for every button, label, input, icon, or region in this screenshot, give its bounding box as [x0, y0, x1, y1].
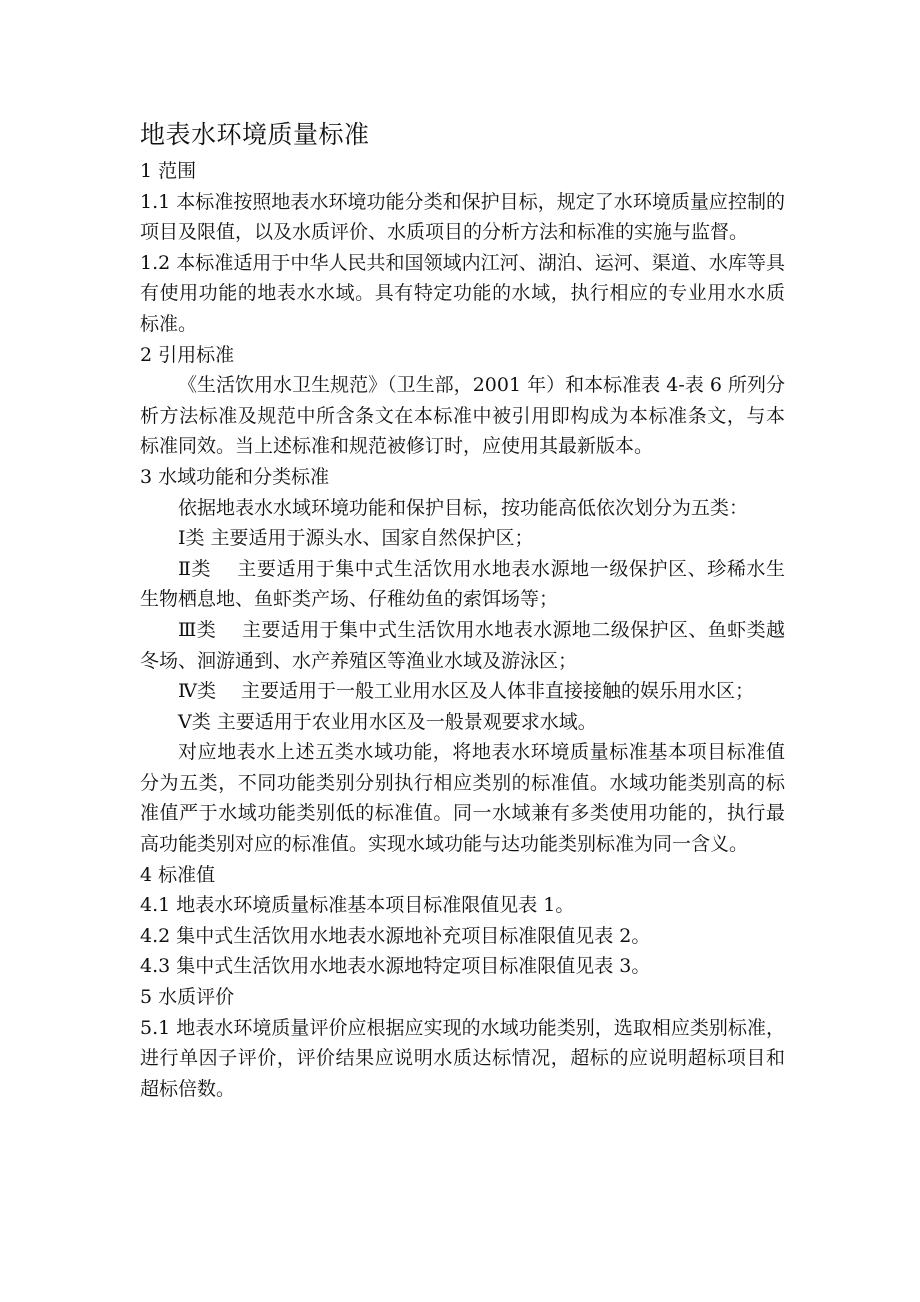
section-heading-evaluation: 5 水质评价: [140, 986, 235, 1009]
paragraph-classification-intro: 依据地表水水域环境功能和保护目标，按功能高低依次划分为五类：: [178, 496, 749, 519]
paragraph-classification-summary: 对应地表水上述五类水域功能，将地表水环境质量标准基本项目标准值分为五类，不同功能类别分别执行相应类别的标准值。水域功能类别高的标准值严于水域功能类别低的标准值。同一水域兼有多类使用功能的，执行最高功能类别对应的标准值。实现水域功能与达功能类别标准为同一含义。: [140, 741, 785, 856]
paragraph-4-2: 4.2 集中式生活饮用水地表水源地补充项目标准限值见表 2。: [140, 924, 651, 947]
paragraph-1-2: 1.2 本标准适用于中华人民共和国领域内江河、湖泊、运河、渠道、水库等具有使用功能的地表水水域。具有特定功能的水域，执行相应的专业用水水质标准。: [140, 251, 785, 335]
paragraph-5-1: 5.1 地表水环境质量评价应根据应实现的水域功能类别，选取相应类别标准，进行单因子评价，评价结果应说明水质达标情况，超标的应说明超标项目和超标倍数。: [140, 1016, 785, 1100]
paragraph-4-1: 4.1 地表水环境质量标准基本项目标准限值见表 1。: [140, 894, 575, 917]
class-item-1: Ⅰ类 主要适用于源头水、国家自然保护区；: [178, 527, 534, 550]
class-item-4: Ⅳ类 主要适用于一般工业用水区及人体非直接接触的娱乐用水区；: [178, 680, 755, 703]
paragraph-1-1: 1.1 本标准按照地表水环境功能分类和保护目标，规定了水环境质量应控制的项目及限值，以及水质评价、水质项目的分析方法和标准的实施与监督。: [140, 190, 785, 244]
paragraph-4-3: 4.3 集中式生活饮用水地表水源地特定项目标准限值见表 3。: [140, 955, 651, 978]
class-item-5: Ⅴ类 主要适用于农业用水区及一般景观要求水域。: [178, 710, 597, 733]
paragraph-references: 《生活饮用水卫生规范》（卫生部，2001 年）和本标准表 4-表 6 所列分析方法标准及规范中所含条文在本标准中被引用即构成为本标准条文，与本标准同效。当上述标准和规范被修订时，应使用其最新版本。: [140, 374, 785, 458]
class-item-2: Ⅱ类 主要适用于集中式生活饮用水地表水源地一级保护区、珍稀水生生物栖息地、鱼虾类产场、仔稚幼鱼的索饵场等；: [140, 557, 785, 611]
document-title: 地表水环境质量标准: [140, 120, 370, 149]
section-heading-scope: 1 范围: [140, 160, 197, 182]
section-heading-references: 2 引用标准: [140, 343, 235, 366]
class-item-3: Ⅲ类 主要适用于集中式生活饮用水地表水源地二级保护区、鱼虾类越冬场、洄游通到、水产养殖区等渔业水域及游泳区；: [140, 618, 785, 672]
section-heading-classification: 3 水域功能和分类标准: [140, 465, 330, 488]
document-page: [140, 118, 785, 1104]
section-heading-standard-values: 4 标准值: [140, 863, 216, 886]
